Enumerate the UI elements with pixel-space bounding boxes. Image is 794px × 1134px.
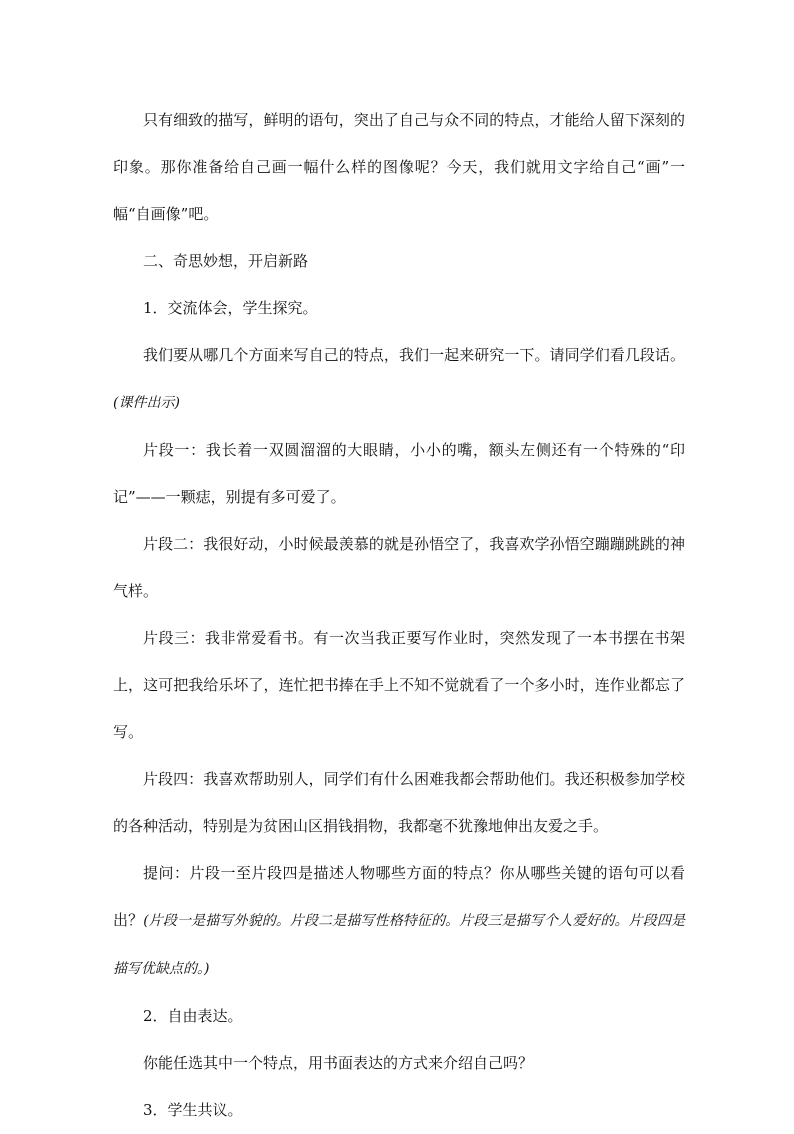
- section-heading: [113, 238, 685, 285]
- paragraph-text: 3．学生共议。: [143, 1101, 243, 1119]
- paragraph-text: 片段二：我很好动，小时候最羡慕的就是孙悟空了，我喜欢学孙悟空蹦蹦跳跳的神气样。: [113, 535, 685, 600]
- paragraph-text: 提问：片段一至片段四是描述人物哪些方面的特点？你从哪些关键的语句可以看出？: [113, 864, 685, 929]
- intro-paragraph: [113, 97, 685, 238]
- paragraph-text: 片段一：我长着一双圆溜溜的大眼睛，小小的嘴，额头左侧还有一个特殊的“印记”——一颗痣，别提有多可爱了。: [113, 441, 685, 506]
- paragraph-text: 片段四：我喜欢帮助别人，同学们有什么困难我都会帮助他们。我还积极参加学校的各种活动，特别是为贫困山区捐钱捐物，我都毫不犹豫地伸出友爱之手。: [113, 770, 685, 835]
- paragraph-note: (片段一是描写外貌的。片段二是描写性格特征的。片段三是描写个人爱好的。片段四是描写优缺点的。): [113, 913, 685, 977]
- paragraph-text: 只有细致的描写，鲜明的语句，突出了自己与众不同的特点，才能给人留下深刻的印象。那你准备给自己画一幅什么样的图像呢？今天，我们就用文字给自己“画”一幅“自画像”吧。: [113, 111, 685, 223]
- excerpt-paragraph-3: [113, 615, 685, 756]
- paragraph-text: 我们要从哪几个方面来写自己的特点，我们一起来研究一下。请同学们看几段话。: [143, 346, 685, 364]
- step-heading-2: [113, 993, 685, 1040]
- document-body: [113, 97, 685, 1134]
- step-heading-1: [113, 285, 685, 332]
- excerpt-paragraph-2: [113, 521, 685, 615]
- paragraph-text: 1．交流体会，学生探究。: [143, 299, 318, 317]
- paragraph-text: 片段三：我非常爱看书。有一次当我正要写作业时，突然发现了一本书摆在书架上，这可把我给乐坏了，连忙把书捧在手上不知不觉就看了一个多小时，连作业都忘了写。: [113, 629, 685, 741]
- excerpt-paragraph-4: [113, 756, 685, 850]
- paragraph-note: (课件出示): [113, 395, 180, 411]
- excerpt-paragraph-1: [113, 427, 685, 521]
- study-paragraph: [113, 332, 685, 427]
- task-paragraph: [113, 1040, 685, 1087]
- paragraph-text: 2．自由表达。: [143, 1007, 243, 1025]
- question-paragraph: [113, 850, 685, 993]
- step-heading-3: [113, 1087, 685, 1134]
- paragraph-text: 二、奇思妙想，开启新路: [143, 252, 309, 270]
- paragraph-text: 你能任选其中一个特点，用书面表达的方式来介绍自己吗？: [143, 1054, 534, 1072]
